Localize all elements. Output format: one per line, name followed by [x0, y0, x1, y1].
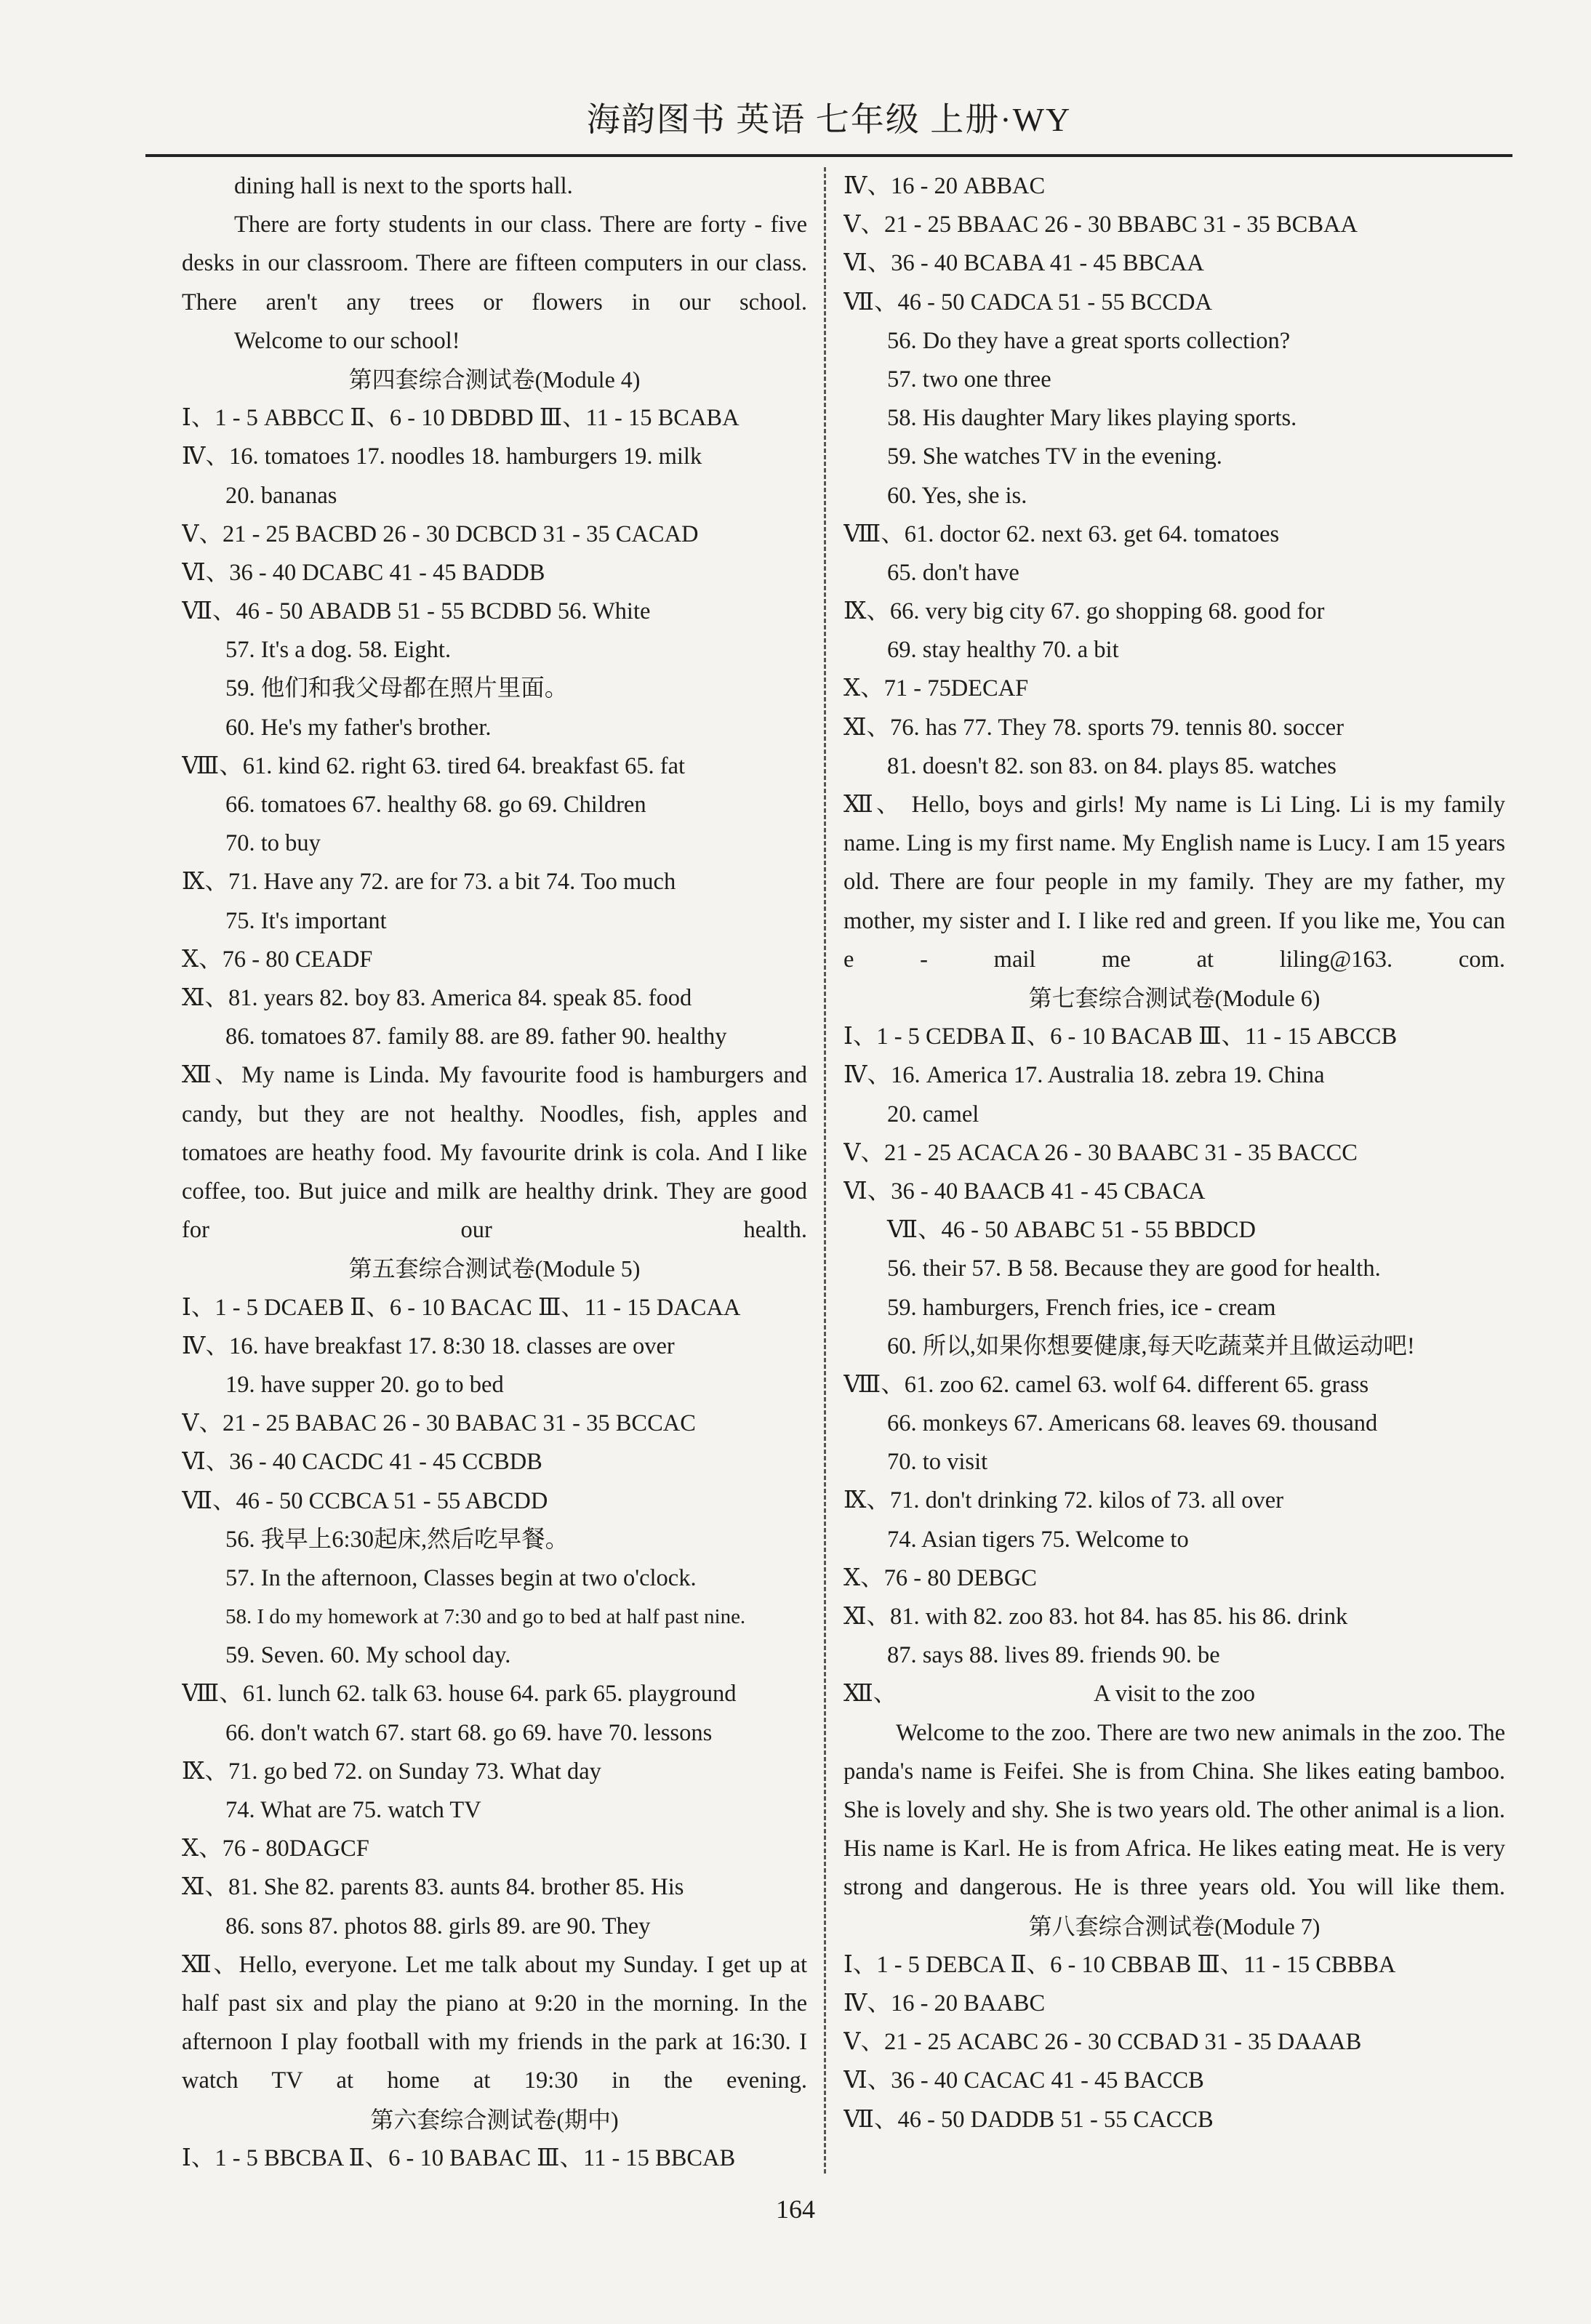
answer-line: 87. says 88. lives 89. friends 90. be — [887, 1642, 1220, 1669]
answer-line: dining hall is next to the sports hall. — [234, 173, 573, 199]
section-title: 第五套综合测试卷(Module 5) — [348, 1255, 641, 1282]
section-title: 第六套综合测试卷(期中) — [370, 2106, 619, 2133]
answer-line: 58. I do my homework at 7:30 and go to bed at half past nine. — [225, 1605, 746, 1629]
answer-line: 66. tomatoes 67. healthy 68. go 69. Children — [225, 792, 646, 819]
answer-line: Ⅵ、36 - 40 CACDC 41 - 45 CCBDB — [182, 1449, 542, 1476]
answer-line: Ⅴ、21 - 25 BACBD 26 - 30 DCBCD 31 - 35 CACAD — [182, 520, 699, 547]
answer-line: Ⅺ、81. She 82. parents 83. aunts 84. brother 85. His — [182, 1874, 684, 1901]
answer-line: Ⅷ、61. doctor 62. next 63. get 64. tomatoes — [843, 520, 1280, 547]
essay-paragraph: Ⅻ、Hello, everyone. Let me talk about my Sunday. I get up at half past six and play the piano at 9:20 in the morning. In the afternoon I play football with my friends in the park at 16:30. I watch TV at home at 19:30 in the evening. — [182, 1951, 807, 2094]
answer-line: 19. have supper 20. go to bed — [225, 1371, 504, 1398]
essay-paragraph: There are forty students in our class. There are forty - five desks in our classroom. There are fifteen computers in our class. There aren't any trees or flowers in our school. — [182, 212, 807, 315]
answer-line: Ⅶ、46 - 50 DADDB 51 - 55 CACCB — [843, 2106, 1214, 2133]
answer-line: 74. What are 75. watch TV — [225, 1797, 481, 1823]
section-title: 第四套综合测试卷(Module 4) — [348, 366, 641, 393]
answer-line: Ⅰ、1 - 5 ABBCC Ⅱ、6 - 10 DBDBD Ⅲ、11 - 15 BCABA — [182, 405, 740, 432]
page-number: 164 — [776, 2195, 815, 2224]
right-column — [843, 167, 1505, 2139]
answer-line: Ⅳ、16. have breakfast 17. 8:30 18. classes are over — [182, 1332, 675, 1359]
answer-line: 70. to buy — [225, 830, 321, 857]
answer-line: Welcome to our school! — [234, 327, 460, 354]
answer-line: 75. It's important — [225, 907, 387, 934]
answer-line: Ⅶ、46 - 50 ABABC 51 - 55 BBDCD — [887, 1217, 1256, 1244]
answer-line: 70. to visit — [887, 1449, 988, 1476]
essay-title: A visit to the zoo — [1093, 1681, 1256, 1708]
section-title: 第八套综合测试卷(Module 7) — [1028, 1913, 1321, 1939]
answer-line: 59. hamburgers, French fries, ice - cream — [887, 1294, 1276, 1321]
essay-label-line — [843, 1675, 1505, 1713]
answer-line: 60. He's my father's brother. — [225, 714, 492, 741]
page-header: 海韵图书 英语 七年级 上册·WY — [586, 101, 1072, 138]
answer-line: Ⅸ、66. very big city 67. go shopping 68. good for — [843, 598, 1325, 625]
answer-line: Ⅳ、16 - 20 ABBAC — [843, 173, 1046, 199]
answer-line: Ⅵ、36 - 40 BCABA 41 - 45 BBCAA — [843, 250, 1204, 277]
answer-line: Ⅵ、36 - 40 DCABC 41 - 45 BADDB — [182, 559, 545, 586]
answer-line: 66. monkeys 67. Americans 68. leaves 69. thousand — [887, 1410, 1378, 1437]
answer-line: 58. His daughter Mary likes playing sports. — [887, 405, 1297, 432]
answer-line: 57. It's a dog. 58. Eight. — [225, 637, 452, 664]
answer-line: 56. their 57. B 58. Because they are good for health. — [887, 1255, 1381, 1282]
column-divider — [824, 167, 826, 2174]
answer-line: Ⅴ、21 - 25 ACABC 26 - 30 CCBAD 31 - 35 DAAAB — [843, 2029, 1362, 2056]
answer-line: Ⅴ、21 - 25 ACACA 26 - 30 BAABC 31 - 35 BACCC — [843, 1139, 1358, 1166]
essay-paragraph: Ⅻ、My name is Linda. My favourite food is hamburgers and candy, but they are not healthy. Noodles, fish, apples and tomatoes are heathy food. My favourite drink is cola. And I like coffee, too. But juice and milk are healthy drink. They are good for our health. — [182, 1062, 807, 1244]
answer-line: Ⅷ、61. kind 62. right 63. tired 64. breakfast 65. fat — [182, 752, 686, 779]
answer-line: Ⅰ、1 - 5 DCAEB Ⅱ、6 - 10 BACAC Ⅲ、11 - 15 DACAA — [182, 1294, 741, 1321]
answer-line: Ⅸ、71. go bed 72. on Sunday 73. What day — [182, 1758, 601, 1785]
answer-line: Ⅹ、76 - 80 DEBGC — [843, 1564, 1037, 1591]
answer-line: 86. tomatoes 87. family 88. are 89. father 90. healthy — [225, 1024, 727, 1050]
answer-line: 69. stay healthy 70. a bit — [887, 637, 1119, 664]
answer-line: 20. camel — [887, 1101, 979, 1127]
answer-line: Ⅴ、21 - 25 BBAAC 26 - 30 BBABC 31 - 35 BCBAA — [843, 212, 1358, 238]
answer-line: Ⅷ、61. lunch 62. talk 63. house 64. park 65. playground — [182, 1681, 737, 1708]
left-column — [182, 167, 807, 2178]
answer-line: 56. 我早上6:30起床,然后吃早餐。 — [225, 1526, 569, 1553]
header-rule — [145, 154, 1512, 157]
answer-line: 56. Do they have a great sports collection? — [887, 327, 1291, 354]
answer-line: Ⅸ、71. don't drinking 72. kilos of 73. all over — [843, 1487, 1284, 1514]
section-title: 第七套综合测试卷(Module 6) — [1028, 985, 1321, 1012]
answer-line: 86. sons 87. photos 88. girls 89. are 90. They — [225, 1913, 651, 1939]
answer-line: 59. 他们和我父母都在照片里面。 — [225, 675, 569, 702]
answer-line: Ⅹ、76 - 80DAGCF — [182, 1836, 369, 1862]
answer-line: Ⅺ、81. years 82. boy 83. America 84. speak 85. food — [182, 984, 692, 1011]
answer-line: Ⅶ、46 - 50 CADCA 51 - 55 BCCDA — [843, 289, 1212, 315]
answer-line: Ⅳ、16 - 20 BAABC — [843, 1990, 1046, 2017]
answer-line: 74. Asian tigers 75. Welcome to — [887, 1526, 1189, 1553]
answer-line: 57. In the afternoon, Classes begin at two o'clock. — [225, 1564, 697, 1591]
answer-line: Ⅹ、76 - 80 CEADF — [182, 946, 373, 973]
essay-paragraph: Welcome to the zoo. There are two new animals in the zoo. The panda's name is Feifei. She is from China. She likes eating bamboo. She is lovely and shy. She is two years old. The other animal is a lion. His name is Karl. He is from Africa. He likes eating meat. He is very strong and dangerous. He is three years old. You will like them. — [843, 1719, 1505, 1901]
answer-line: 60. 所以,如果你想要健康,每天吃蔬菜并且做运动吧! — [887, 1332, 1415, 1359]
answer-line: 81. doesn't 82. son 83. on 84. plays 85. watches — [887, 752, 1336, 779]
answer-line: 65. don't have — [887, 559, 1019, 586]
answer-line: 20. bananas — [225, 482, 337, 509]
answer-line: Ⅳ、16. America 17. Australia 18. zebra 19. China — [843, 1062, 1325, 1089]
answer-line: Ⅳ、16. tomatoes 17. noodles 18. hamburgers 19. milk — [182, 443, 702, 470]
answer-line: Ⅷ、61. zoo 62. camel 63. wolf 64. different 65. grass — [843, 1371, 1369, 1398]
answer-line: Ⅰ、1 - 5 BBCBA Ⅱ、6 - 10 BABAC Ⅲ、11 - 15 BBCAB — [182, 2144, 736, 2171]
answer-line: 59. Seven. 60. My school day. — [225, 1642, 511, 1669]
answer-line: Ⅵ、36 - 40 BAACB 41 - 45 CBACA — [843, 1178, 1206, 1205]
answer-line: Ⅶ、46 - 50 CCBCA 51 - 55 ABCDD — [182, 1487, 548, 1514]
answer-line: Ⅺ、76. has 77. They 78. sports 79. tennis 80. soccer — [843, 714, 1344, 741]
answer-line: Ⅰ、1 - 5 DEBCA Ⅱ、6 - 10 CBBAB Ⅲ、11 - 15 CBBBA — [843, 1951, 1396, 1978]
essay-paragraph: Ⅻ、 Hello, boys and girls! My name is Li Ling. Li is my family name. Ling is my first name. My English name is Lucy. I am 15 years old. There are four people in my family. They are my father, my mother, my sister and I. I like red and green. If you like me, You can e - mail me at liling@163. com. — [843, 792, 1505, 973]
answer-line: Ⅰ、1 - 5 CEDBA Ⅱ、6 - 10 BACAB Ⅲ、11 - 15 ABCCB — [843, 1024, 1398, 1050]
answer-line: Ⅸ、71. Have any 72. are for 73. a bit 74. Too much — [182, 869, 676, 896]
answer-line: Ⅺ、81. with 82. zoo 83. hot 84. has 85. his 86. drink — [843, 1604, 1348, 1631]
answer-line: Ⅴ、21 - 25 BABAC 26 - 30 BABAC 31 - 35 BCCAC — [182, 1410, 696, 1437]
answer-line: 60. Yes, she is. — [887, 482, 1027, 509]
answer-line: Ⅵ、36 - 40 CACAC 41 - 45 BACCB — [843, 2067, 1204, 2094]
answer-line: Ⅹ、71 - 75DECAF — [843, 675, 1029, 702]
answer-line: 57. two one three — [887, 366, 1051, 393]
answer-line: Ⅶ、46 - 50 ABADB 51 - 55 BCDBD 56. White — [182, 598, 651, 625]
answer-line: 59. She watches TV in the evening. — [887, 443, 1222, 470]
section-marker: Ⅻ、 — [843, 1681, 897, 1708]
answer-line: 66. don't watch 67. start 68. go 69. have 70. lessons — [225, 1719, 713, 1746]
